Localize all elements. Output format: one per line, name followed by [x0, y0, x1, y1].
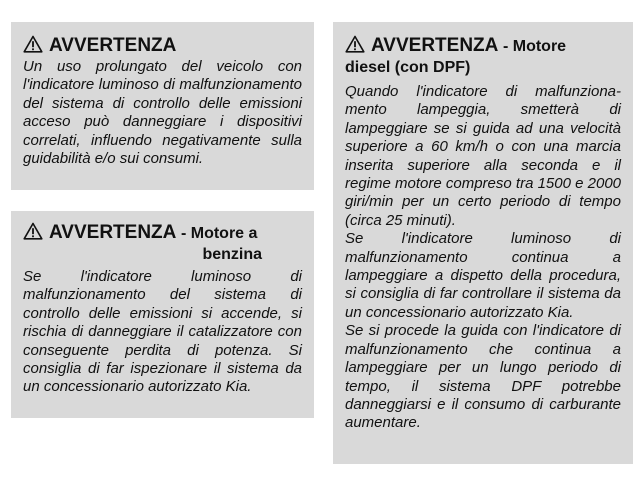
- warning-subtitle: - Motore: [502, 38, 567, 55]
- warning-heading: [345, 22, 621, 79]
- warning-box-general: [11, 22, 314, 190]
- warning-triangle-icon: [23, 35, 43, 59]
- warning-text: [23, 58, 302, 168]
- warning-subtitle: - Motore a: [180, 225, 258, 242]
- warning-text: [345, 83, 621, 433]
- warning-box-petrol: [11, 211, 314, 418]
- warning-triangle-icon: [345, 35, 365, 59]
- warning-heading: [23, 22, 302, 57]
- warning-paragraph: Se si procede la guida con l'indicatore di malfunzionamento che continua a lampeggiare per un lungo periodo di tempo, il sistema DPF potrebbe danneggiarsi e il consumo di carburante aumentare.: [345, 322, 621, 432]
- warning-title: AVVERTENZA: [49, 35, 177, 56]
- warning-paragraph: Se l'indicatore luminoso di malfunzionamento del sistema di controllo delle emissioni si accende, si rischia di danneggiare il catalizzatore con conseguente perdita di potenza. Si consiglia di far ispezionare il sistema da un concessionario autorizzato Kia.: [23, 268, 302, 396]
- warning-triangle-icon: [23, 222, 43, 246]
- warning-paragraph: Quando l'indicatore di malfunziona-mento lampeggia, smetterà di lampeggiare se si guida ad una velocità superiore a 60 km/h o con una marcia inserita superiore alla seconda e il regime motore compreso tra 1500 e 2000 giri/min per un certo periodo di tempo (circa 25 minuti).: [345, 83, 621, 229]
- warning-heading: [23, 211, 302, 266]
- warning-title: AVVERTENZA: [49, 222, 176, 243]
- warning-subtitle-continued: benzina: [202, 246, 262, 263]
- warning-paragraph: Se l'indicatore luminoso di malfunzionamento continua a lampeggiare a dispetto della procedura, si consiglia di far controllare il sistema da un concessionario autorizzato Kia.: [345, 230, 621, 321]
- warning-subtitle-continued: diesel (con DPF): [345, 59, 471, 76]
- warning-paragraph: Un uso prolungato del veicolo con l'indicatore luminoso di malfunzionamento del sistema di controllo delle emissioni acceso può danneggiare i dispositivi correlati, influendo negativamente sulla guidabilità e/o sui consumi.: [23, 58, 302, 168]
- warning-box-diesel: [333, 22, 633, 464]
- warning-title: AVVERTENZA: [371, 35, 498, 56]
- warning-text: [23, 268, 302, 397]
